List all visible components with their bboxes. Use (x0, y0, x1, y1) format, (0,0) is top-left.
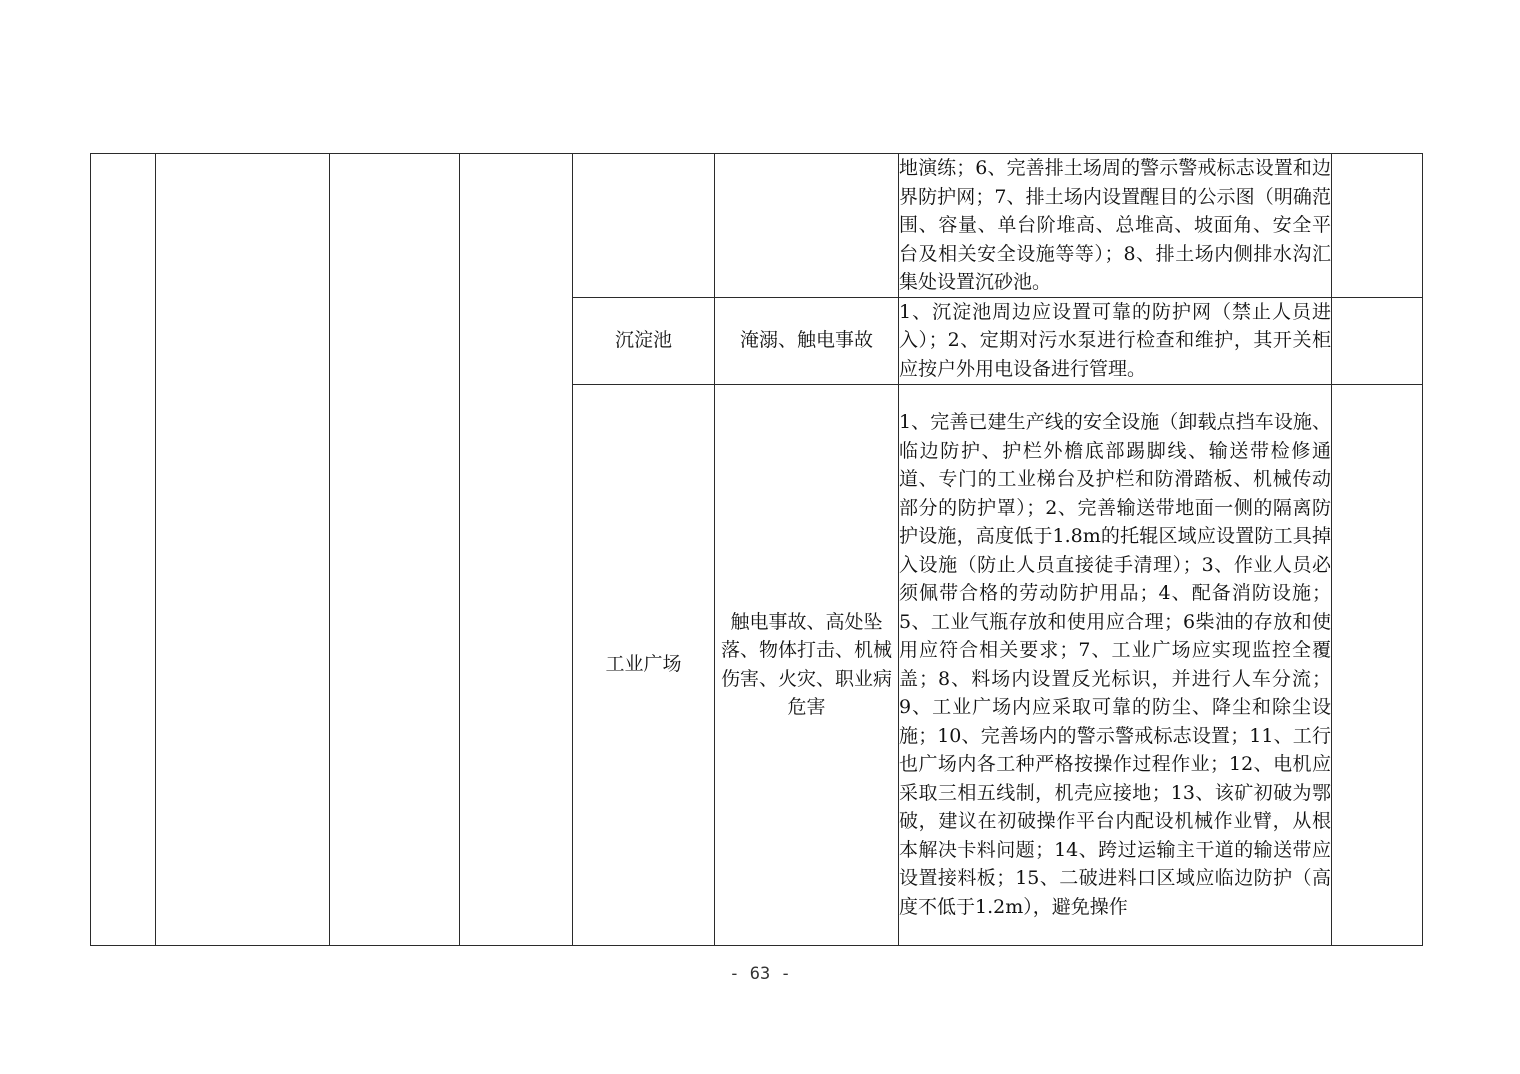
measures-cell: 地演练；6、完善排土场周的警示警戒标志设置和边界防护网；7、排土场内设置醒目的公示图（明确范围、容量、单台阶堆高、总堆高、坡面角、安全平台及相关安全设施等等）；8、排土场内侧排水沟汇集处设置沉砂池。 (899, 154, 1332, 298)
place-cell: 沉淀池 (573, 297, 715, 384)
hazard-cell: 淹溺、触电事故 (715, 297, 899, 384)
measures-cell: 1、沉淀池周边应设置可靠的防护网（禁止人员进入）；2、定期对污水泵进行检查和维护，其开关柜应按户外用电设备进行管理。 (899, 297, 1332, 384)
page-number: - 63 - (729, 964, 791, 984)
empty-cell-col3 (330, 154, 460, 946)
empty-cell-col4 (460, 154, 573, 946)
place-cell (573, 154, 715, 298)
place-cell: 工业广场 (573, 384, 715, 945)
hazard-cell (715, 154, 899, 298)
measures-cell: 1、完善已建生产线的安全设施（卸载点挡车设施、临边防护、护栏外檐底部踢脚线、输送带检修通道、专门的工业梯台及护栏和防滑踏板、机械传动部分的防护罩）；2、完善输送带地面一侧的隔离防护设施，高度低于1.8m的托辊区域应设置防工具掉入设施（防止人员直接徒手清理）；3、作业人员必须佩带合格的劳动防护用品；4、配备消防设施；5、工业气瓶存放和使用应合理；6柴油的存放和使用应符合相关要求；7、工业广场应实现监控全覆盖；8、料场内设置反光标识，并进行人车分流；9、工业广场内应采取可靠的防尘、降尘和除尘设施；10、完善场内的警示警戒标志设置；11、工行也广场内各工种严格按操作过程作业；12、电机应采取三相五线制，机壳应接地；13、该矿初破为鄂破，建议在初破操作平台内配设机械作业臂，从根本解决卡料问题；14、跨过运输主干道的输送带应设置接料板；15、二破进料口区域应临边防护（高度不低于1.2m），避免操作 (899, 384, 1332, 945)
hazard-cell: 触电事故、高处坠落、物体打击、机械伤害、火灾、职业病危害 (715, 384, 899, 945)
empty-cell-col8 (1332, 154, 1423, 298)
hazard-measures-table (90, 153, 1423, 946)
empty-cell-col8 (1332, 384, 1423, 945)
empty-cell-col2 (156, 154, 330, 946)
empty-cell-col8 (1332, 297, 1423, 384)
empty-cell-col1 (91, 154, 156, 946)
table-row (91, 154, 1423, 298)
